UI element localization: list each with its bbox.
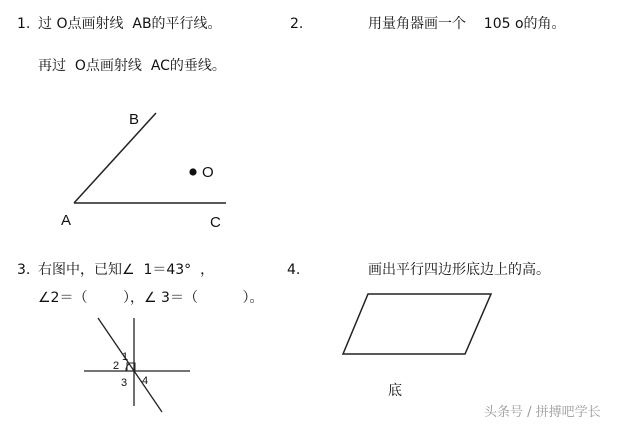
- slanted-line: [98, 318, 162, 412]
- q3-intersecting-lines-figure: [84, 318, 190, 412]
- q4-base-label: 底: [388, 383, 402, 399]
- q1-instruction-line2: 再过 O点画射线 AC的垂线。: [38, 58, 226, 74]
- label-a: A: [61, 212, 72, 229]
- angle-label-4: 4: [142, 375, 149, 387]
- label-o: O: [202, 164, 214, 181]
- point-o-dot: [189, 168, 196, 175]
- angle-label-3: 3: [121, 377, 128, 389]
- q3-instruction-line2: ∠2＝（ ），∠ 3＝（ ）。: [38, 290, 264, 306]
- q3-number: 3.: [17, 262, 31, 278]
- angle-label-2: 2: [113, 360, 120, 372]
- q2-number: 2.: [290, 16, 304, 32]
- q2-instruction: 用量角器画一个 105 o的角。: [368, 16, 566, 32]
- q4-number: 4.: [287, 262, 301, 278]
- label-b: B: [129, 111, 140, 128]
- watermark: 头条号 / 拼搏吧学长: [484, 405, 601, 420]
- q3-instruction-line1: 右图中，已知∠ 1＝43° ，: [38, 262, 215, 278]
- angle-label-1: 1: [122, 351, 129, 363]
- q4-instruction: 画出平行四边形底边上的高。: [368, 262, 550, 278]
- parallelogram: [343, 294, 491, 354]
- q1-instruction-line1: 过 O点画射线 AB的平行线。: [38, 16, 222, 32]
- ray-ab: [74, 113, 156, 203]
- q1-number: 1.: [17, 16, 31, 32]
- q1-angle-figure: [61, 111, 226, 231]
- label-c: C: [210, 214, 221, 231]
